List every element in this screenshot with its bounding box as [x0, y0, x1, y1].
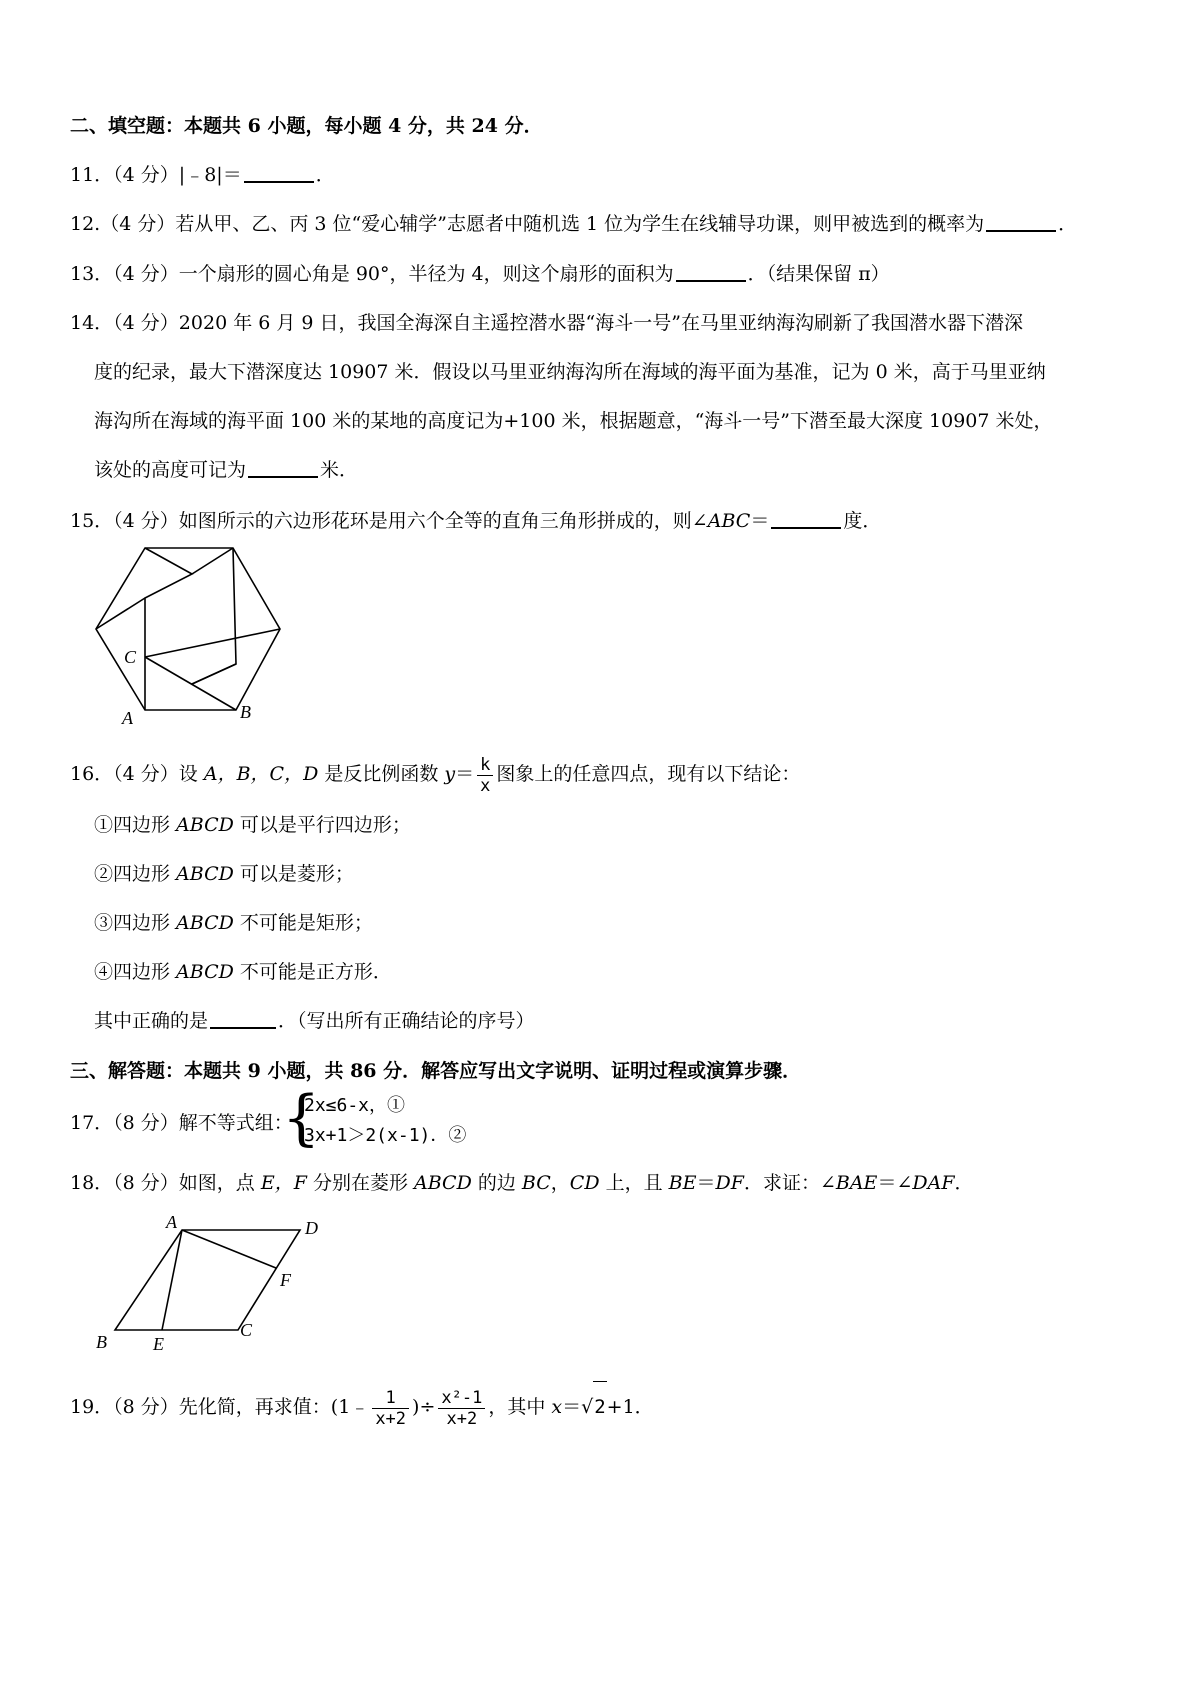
c2-c: 可以是菱形；	[233, 863, 354, 885]
frac-num: k	[480, 754, 491, 775]
c3-b: ABCD	[176, 912, 234, 934]
question-15	[70, 509, 881, 533]
q19-t1: 19．（8 分）先化简，再求值：(1﹣	[70, 1396, 370, 1418]
fraction-1-over-x-plus-2	[372, 1388, 409, 1429]
c2-b: ABCD	[176, 863, 234, 885]
conclusion-4	[94, 960, 392, 984]
c2-a: ②四边形	[94, 863, 177, 885]
question-12	[70, 212, 1077, 236]
answer-blank[interactable]	[248, 458, 318, 478]
q18-t3: 的边	[471, 1172, 522, 1194]
question-18	[70, 1171, 974, 1195]
question-17: 17．（8 分）解不等式组：	[70, 1112, 293, 1134]
q18-t4: ，	[550, 1172, 570, 1194]
q18-cd: CD	[569, 1172, 600, 1194]
label-e: E	[153, 1334, 164, 1354]
question-16	[70, 752, 800, 796]
q16-eq: ＝	[455, 763, 475, 785]
c1-a: ①四边形	[94, 814, 177, 836]
q18-df: DF	[715, 1172, 744, 1194]
q13-text: 13．（4 分）一个扇形的圆心角是 90°，半径为 4，则这个扇形的面积为	[70, 263, 674, 285]
hexagon-garland-figure	[88, 540, 298, 730]
q16-text-2: 是反比例函数	[318, 763, 445, 785]
conclusion-2	[94, 862, 354, 886]
conclusion-1	[94, 813, 411, 837]
q15-text: 15．（4 分）如图所示的六边形花环是用六个全等的直角三角形拼成的，则∠	[70, 510, 708, 532]
q16-text-3: 图象上的任意四点，现有以下结论：	[496, 763, 801, 785]
q18-ef: E，F	[260, 1172, 307, 1194]
c3-c: 不可能是矩形；	[233, 912, 373, 934]
answer-blank[interactable]	[244, 163, 314, 183]
conclusion-3	[94, 911, 373, 935]
question-13	[70, 262, 890, 286]
q18-t7: ．	[954, 1172, 974, 1194]
q14-suffix: 米．	[320, 459, 359, 481]
q18-t6: ．求证：∠	[743, 1172, 836, 1194]
answer-blank[interactable]	[210, 1009, 276, 1029]
c3-a: ③四边形	[94, 912, 177, 934]
label-b: B	[96, 1332, 107, 1352]
question-14-line-1: 14．（4 分）2020 年 6 月 9 日，我国全海深自主遥控潜水器“海斗一号”在马里亚纳海沟刷新了我国潜水器下潜深	[70, 312, 1023, 334]
c1-b: ABCD	[176, 814, 234, 836]
question-14-line-4	[94, 458, 358, 482]
q19-div: )÷	[412, 1396, 436, 1418]
section-3-header: 三、解答题：本题共 9 小题，共 86 分．解答应写出文字说明、证明过程或演算步骤．	[70, 1060, 802, 1082]
c4-b: ABCD	[176, 961, 234, 983]
question-14-line-3: 海沟所在海域的海平面 100 米的某地的高度记为+100 米，根据题意，“海斗一号”下潜至最大深度 10907 米处，	[94, 410, 1053, 432]
q16-answer-prefix: 其中正确的是	[94, 1010, 209, 1032]
frac2-den: x+2	[438, 1408, 485, 1429]
q15-angle: ABC	[707, 510, 751, 532]
fraction-x2-minus-1-over-x-plus-2	[438, 1388, 485, 1429]
q18-t2: 分别在菱形	[306, 1172, 415, 1194]
q12-text: 12.（4 分）若从甲、乙、丙 3 位“爱心辅学”志愿者中随机选 1 位为学生在线辅导功课，则甲被选到的概率为	[70, 213, 985, 235]
q18-abcd: ABCD	[414, 1172, 472, 1194]
inequality-2: 3x+1＞2(x-1)．②	[304, 1125, 467, 1146]
q11-suffix: ．	[315, 164, 335, 186]
frac1-den: x+2	[372, 1408, 409, 1429]
label-b: B	[240, 702, 251, 722]
q16-points: A，B，C，D	[203, 763, 319, 785]
question-14-line-2: 度的纪录，最大下潜深度达 10907 米．假设以马里亚纳海沟所在海域的海平面为基准，记为 0 米，高于马里亚纳	[94, 361, 1046, 383]
rhombus-figure	[88, 1208, 348, 1358]
question-19	[70, 1381, 654, 1432]
sqrt-icon: √	[581, 1396, 594, 1418]
q18-eq2: ＝∠	[877, 1172, 913, 1194]
answer-blank[interactable]	[986, 212, 1056, 232]
frac2-num: x²-1	[441, 1387, 483, 1408]
q18-t1: 18．（8 分）如图，点	[70, 1172, 261, 1194]
label-c: C	[240, 1320, 253, 1340]
q16-answer-line	[94, 1009, 535, 1033]
label-a: A	[166, 1212, 177, 1232]
q16-text: 16．（4 分）设	[70, 763, 204, 785]
q19-tail: +1．	[606, 1396, 654, 1418]
section-2-header: 二、填空题：本题共 6 小题，每小题 4 分，共 24 分．	[70, 115, 543, 137]
frac1-num: 1	[385, 1387, 396, 1408]
label-c: C	[124, 647, 137, 667]
answer-blank[interactable]	[676, 262, 746, 282]
frac-den: x	[477, 775, 493, 796]
q12-suffix: ．	[1058, 213, 1078, 235]
label-d: D	[305, 1218, 318, 1238]
q19-radicand: 2	[593, 1381, 606, 1432]
q18-t5: 上，且	[599, 1172, 669, 1194]
system-brace: {	[282, 1083, 321, 1153]
answer-blank[interactable]	[771, 509, 841, 529]
c4-a: ④四边形	[94, 961, 177, 983]
q16-y: y	[444, 763, 456, 785]
question-11	[70, 163, 335, 187]
q18-daf: DAF	[912, 1172, 955, 1194]
c1-c: 可以是平行四边形；	[233, 814, 411, 836]
label-a: A	[122, 708, 133, 728]
fraction-k-over-x	[477, 755, 493, 796]
q18-be: BE	[668, 1172, 697, 1194]
inequality-1: 2x≤6-x，①	[304, 1095, 406, 1116]
q19-t2: ，其中	[488, 1396, 552, 1418]
q18-bc: BC	[521, 1172, 551, 1194]
q13-suffix: ．（结果保留 π）	[747, 263, 890, 285]
q19-x: x	[551, 1396, 563, 1418]
label-f: F	[280, 1270, 291, 1290]
c4-c: 不可能是正方形．	[233, 961, 392, 983]
q18-eq: ＝	[696, 1172, 716, 1194]
q15-eq: ＝	[750, 510, 770, 532]
q15-suffix: 度．	[843, 510, 882, 532]
q16-answer-suffix: ．（写出所有正确结论的序号）	[278, 1010, 535, 1032]
q11-text: 11．（4 分）|﹣8|＝	[70, 164, 242, 186]
q14-text: 该处的高度可记为	[94, 459, 247, 481]
q18-bae: BAE	[835, 1172, 878, 1194]
q19-eq: ＝	[562, 1396, 582, 1418]
